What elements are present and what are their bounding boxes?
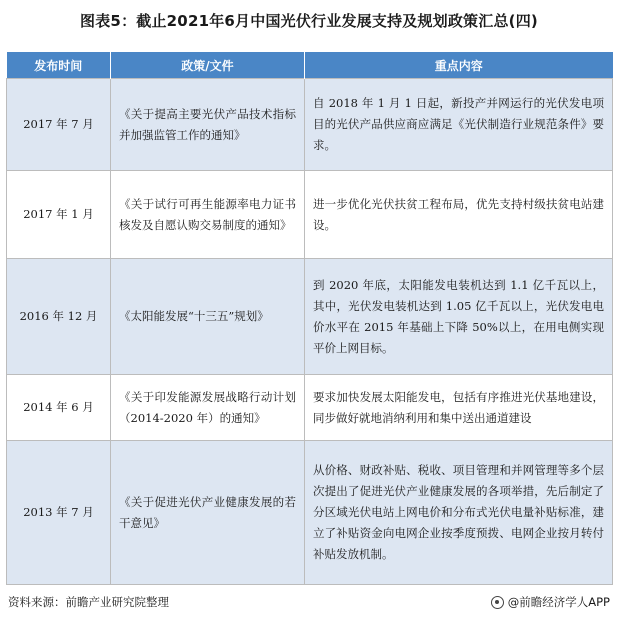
cell-policy: 《关于印发能源发展战略行动计划（2014-2020 年）的通知》 [111, 375, 305, 441]
header-content: 重点内容 [305, 52, 613, 79]
credit [491, 594, 610, 610]
table-row [7, 79, 613, 171]
cell-content: 自 2018 年 1 月 1 日起，新投产并网运行的光伏发电项目的光伏产品供应商应满足《光伏制造行业规范条件》要求。 [305, 79, 613, 171]
table-row [7, 375, 613, 441]
cell-policy: 《太阳能发展“十三五”规划》 [111, 259, 305, 375]
cell-content: 进一步优化光伏扶贫工程布局，优先支持村级扶贫电站建设。 [305, 171, 613, 259]
table-row [7, 171, 613, 259]
cell-date: 2017 年 1 月 [7, 171, 111, 259]
cell-content: 从价格、财政补贴、税收、项目管理和并网管理等多个层次提出了促进光伏产业健康发展的各项举措，先后制定了分区域光伏电站上网电价和分布式光伏电量补贴标准，建立了补贴资金向电网企业按季度预拨、电网企业按月转付补贴发放机制。 [305, 441, 613, 585]
source-note: 资料来源：前瞻产业研究院整理 [8, 595, 169, 609]
table-row [7, 441, 613, 585]
cell-policy: 《关于试行可再生能源率电力证书核发及自愿认购交易制度的通知》 [111, 171, 305, 259]
cell-policy: 《关于促进光伏产业健康发展的若干意见》 [111, 441, 305, 585]
table-header-row [7, 52, 613, 79]
cell-date: 2014 年 6 月 [7, 375, 111, 441]
logo-icon [491, 596, 504, 609]
page-title: 图表5：截止2021年6月中国光伏行业发展支持及规划政策汇总(四) [80, 12, 538, 30]
cell-date: 2016 年 12 月 [7, 259, 111, 375]
cell-date: 2017 年 7 月 [7, 79, 111, 171]
table-row [7, 259, 613, 375]
cell-content: 要求加快发展太阳能发电，包括有序推进光伏基地建设，同步做好就地消纳利用和集中送出通道建设 [305, 375, 613, 441]
cell-date: 2013 年 7 月 [7, 441, 111, 585]
credit-text: @前瞻经济学人APP [507, 595, 610, 609]
cell-content: 到 2020 年底，太阳能发电装机达到 1.1 亿千瓦以上，其中，光伏发电装机达到 1.05 亿千瓦以上，光伏发电电价水平在 2015 年基础上下降 50%以上，在用电侧实现平价上网目标。 [305, 259, 613, 375]
policy-table [6, 52, 613, 585]
header-policy: 政策/文件 [111, 52, 305, 79]
header-date: 发布时间 [7, 52, 111, 79]
cell-policy: 《关于提高主要光伏产品技术指标并加强监管工作的通知》 [111, 79, 305, 171]
